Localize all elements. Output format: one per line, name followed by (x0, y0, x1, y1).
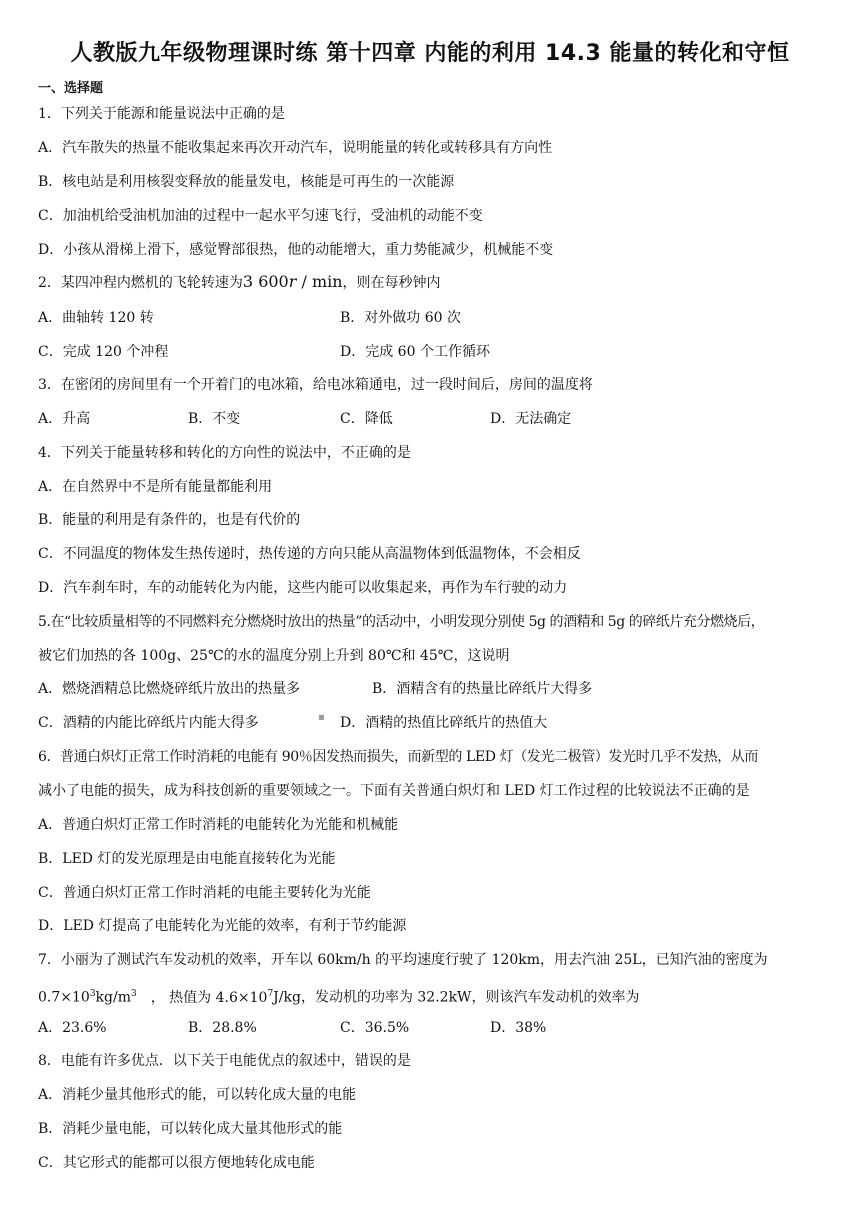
question-1-option-b: B．核电站是利用核裂变释放的能量发电，核能是可再生的一次能源 (38, 174, 455, 190)
question-1-option-a: A．汽车散失的热量不能收集起来再次开动汽车，说明能量的转化或转移具有方向性 (38, 140, 553, 156)
question-6-stem-line-2: 减小了电能的损失，成为科技创新的重要领域之一。下面有关普通白炽灯和 LED 灯工作过程的比较说法不正确的是 (38, 783, 750, 799)
question-3-option-d: D．无法确定 (490, 411, 572, 427)
question-5-option-d: D．酒精的热值比碎纸片的热值大 (340, 715, 548, 731)
question-4-option-a: A．在自然界中不是所有能量都能利用 (38, 479, 273, 495)
question-6-option-c: C．普通白炽灯正常工作时消耗的电能主要转化为光能 (38, 885, 371, 901)
question-2-stem-prefix: 2．某四冲程内燃机的飞轮转速为 (38, 275, 243, 291)
question-4-option-c: C．不同温度的物体发生热传递时，热传递的方向只能从高温物体到低温物体，不会相反 (38, 546, 581, 562)
question-4-option-d: D．汽车刹车时，车的动能转化为内能，这些内能可以收集起来，再作为车行驶的动力 (38, 580, 568, 596)
density-exponent: 3 (89, 989, 96, 999)
question-1-stem: 1．下列关于能源和能量说法中正确的是 (38, 106, 285, 122)
question-2-option-b: B．对外做功 60 次 (340, 310, 462, 326)
heat-value-exponent: 7 (267, 989, 274, 999)
question-5-stem-line-1: 5.在“比较质量相等的不同燃料充分燃烧时放出的热量”的活动中，小明发现分别使 5g 的酒精和 5g 的碎纸片充分燃烧后， (38, 614, 765, 630)
heat-value-suffix: J/kg，发动机的功率为 32.2kW，则该汽车发动机的效率为 (273, 989, 640, 1006)
question-4-option-b: B．能量的利用是有条件的，也是有代价的 (38, 512, 301, 528)
question-6-option-a: A．普通白炽灯正常工作时消耗的电能转化为光能和机械能 (38, 817, 399, 833)
question-6-option-d: D．LED 灯提高了电能转化为光能的效率，有利于节约能源 (38, 918, 407, 934)
question-7-option-b: B．28.8% (188, 1020, 257, 1036)
question-2-option-d: D．完成 60 个工作循环 (340, 344, 490, 360)
question-5-option-b: B．酒精含有的热量比碎纸片大得多 (372, 681, 593, 697)
question-2-option-a: A．曲轴转 120 转 (38, 310, 154, 326)
question-1-option-d: D．小孩从滑梯上滑下，感觉臀部很热，他的动能增大，重力势能减少，机械能不变 (38, 242, 554, 258)
question-5-stem-line-2: 被它们加热的各 100g、25℃的水的温度分别上升到 80℃和 45℃，这说明 (38, 648, 510, 664)
question-2-option-c: C．完成 120 个冲程 (38, 344, 169, 360)
question-2-stem (38, 272, 441, 293)
heat-value-prefix: ， 热值为 4.6×10 (150, 989, 268, 1006)
question-3-stem: 3．在密闭的房间里有一个开着门的电冰箱，给电冰箱通电，过一段时间后，房间的温度将 (38, 377, 593, 393)
rotation-speed-value: 3 600 (242, 272, 289, 291)
stray-mark: ▪ (318, 712, 325, 723)
section-heading: 一、选择题 (38, 81, 104, 96)
question-3-option-a: A．升高 (38, 411, 91, 427)
question-3-option-c: C．降低 (340, 411, 393, 427)
question-6-stem-line-1: 6．普通白炽灯正常工作时消耗的电能有 90％因发热而损失，而新型的 LED 灯（发光二极管）发光时几乎不发热，从而 (38, 749, 759, 765)
question-7-option-c: C．36.5% (340, 1020, 410, 1036)
question-7-option-d: D．38% (490, 1020, 547, 1036)
question-5-option-c: C．酒精的内能比碎纸片内能大得多 (38, 715, 259, 731)
question-8-option-b: B．消耗少量电能，可以转化成大量其他形式的能 (38, 1121, 343, 1137)
question-5-option-a: A．燃烧酒精总比燃烧碎纸片放出的热量多 (38, 681, 301, 697)
question-6-option-b: B．LED 灯的发光原理是由电能直接转化为光能 (38, 851, 336, 867)
density-base: 0.7×10 (38, 989, 90, 1006)
density-unit: kg/m (95, 989, 131, 1006)
question-7-stem-line-2 (38, 984, 639, 1008)
rotation-unit-r: r (288, 272, 297, 291)
question-2-stem-suffix: ，则在每秒钟内 (342, 275, 441, 291)
page-title: 人教版九年级物理课时练 第十四章 内能的利用 14.3 能量的转化和守恒 (70, 41, 790, 66)
question-4-stem: 4．下列关于能量转移和转化的方向性的说法中，不正确的是 (38, 445, 411, 461)
question-8-option-a: A．消耗少量其他形式的能，可以转化成大量的电能 (38, 1087, 357, 1103)
question-8-stem: 8．电能有许多优点．以下关于电能优点的叙述中，错误的是 (38, 1053, 411, 1069)
question-8-option-c: C．其它形式的能都可以很方便地转化成电能 (38, 1155, 315, 1171)
question-7-option-a: A．23.6% (38, 1020, 107, 1036)
question-7-stem-line-1: 7．小丽为了测试汽车发动机的效率，开车以 60km/h 的平均速度行驶了 120km，用去汽油 25L，已知汽油的密度为 (38, 952, 768, 968)
density-unit-exponent: 3 (130, 989, 137, 999)
rotation-unit-min: / min (296, 272, 343, 291)
question-3-option-b: B．不变 (188, 411, 241, 427)
question-1-option-c: C．加油机给受油机加油的过程中一起水平匀速飞行，受油机的动能不变 (38, 208, 483, 224)
